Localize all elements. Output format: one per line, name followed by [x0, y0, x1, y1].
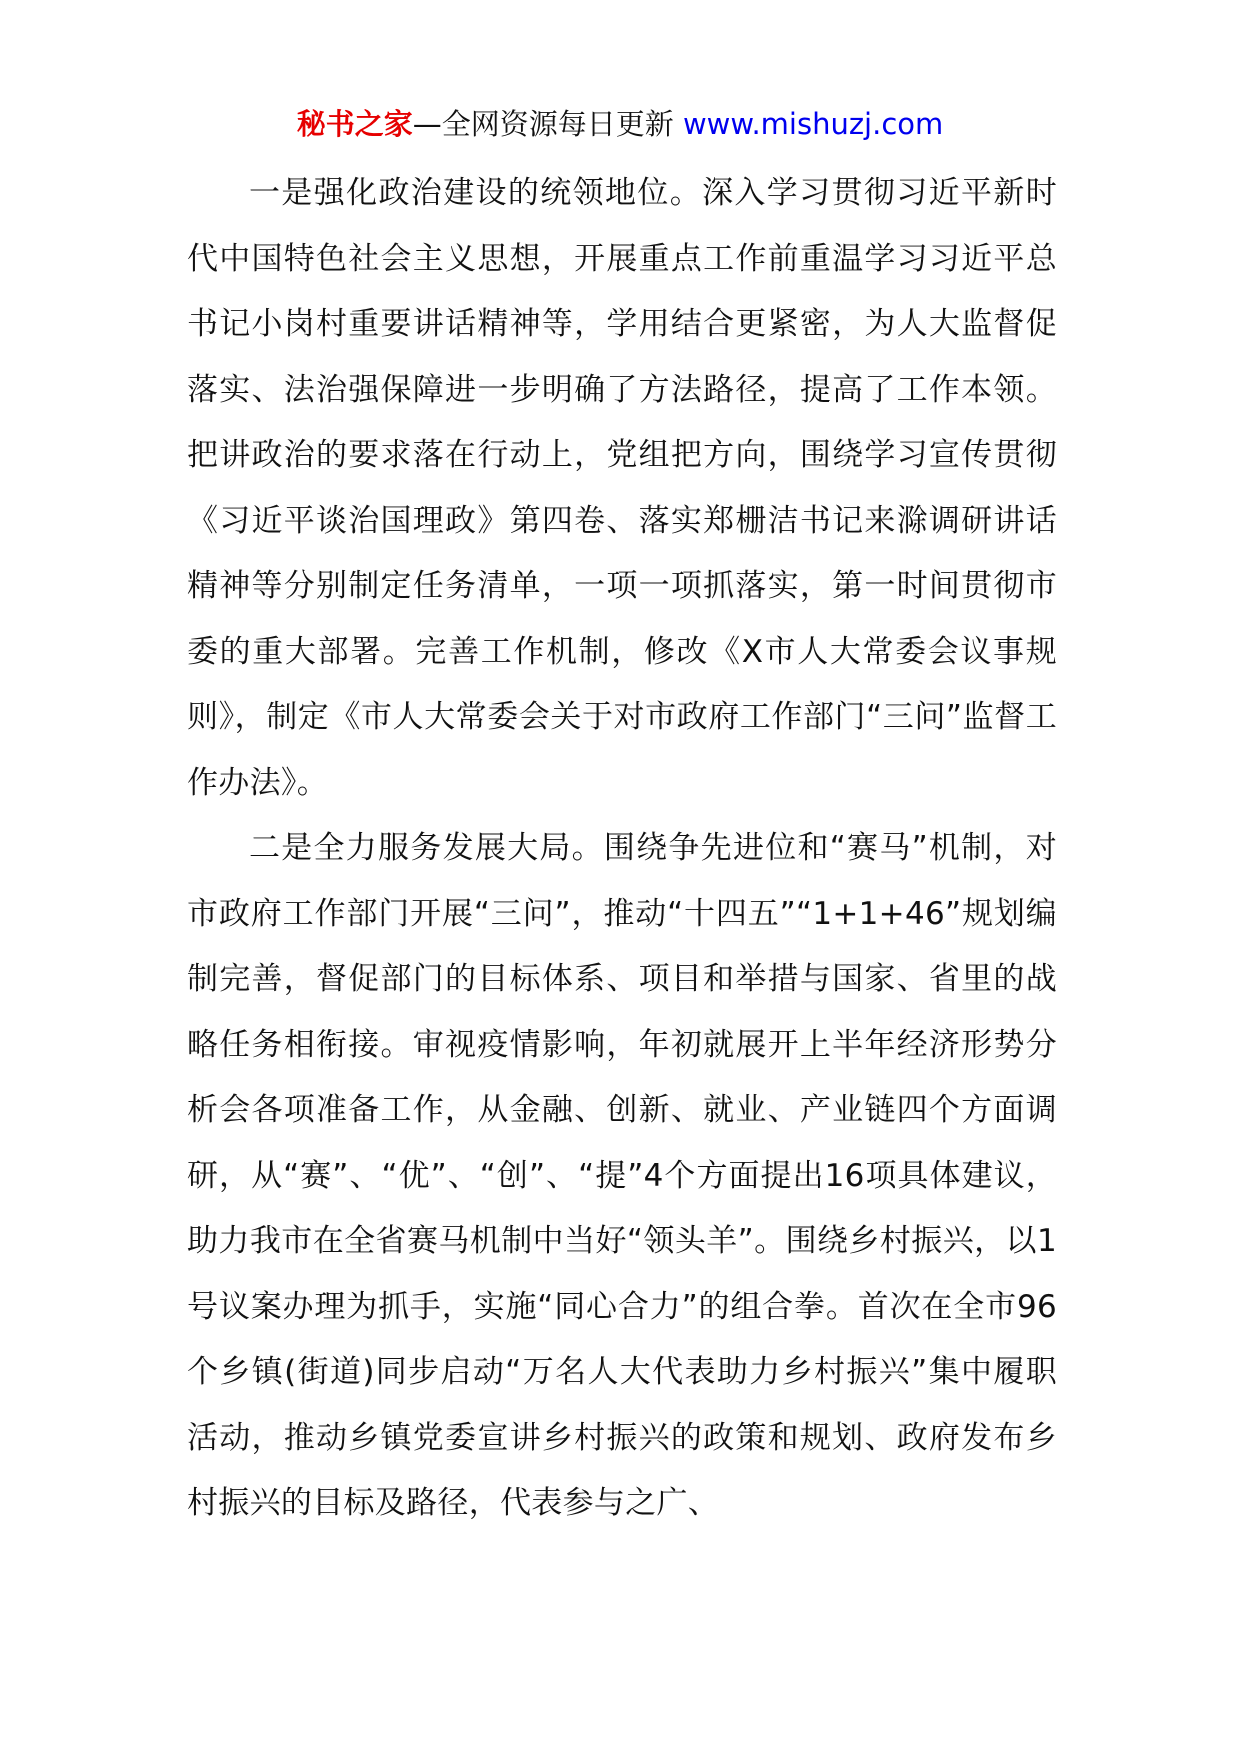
site-url-link[interactable]: www.mishuzj.com: [682, 107, 944, 141]
site-brand: 秘书之家: [296, 107, 413, 141]
site-tagline: —全网资源每日更新: [412, 107, 683, 141]
page-header: [0, 104, 1240, 144]
paragraph: 一是强化政治建设的统领地位。深入学习贯彻习近平新时代中国特色社会主义思想，开展重点工作前重温学习习近平总书记小岗村重要讲话精神等，学用结合更紧密，为人大监督促落实、法治强保障进一步明确了方法路径，提高了工作本领。把讲政治的要求落在行动上，党组把方向，围绕学习宣传贯彻《习近平谈治国理政》第四卷、落实郑栅洁书记来滁调研讲话精神等分别制定任务清单，一项一项抓落实，第一时间贯彻市委的重大部署。完善工作机制，修改《X市人大常委会议事规则》，制定《市人大常委会关于对市政府工作部门“三问”监督工作办法》。: [187, 175, 1057, 801]
document-body: [187, 161, 1057, 1537]
paragraph: 二是全力服务发展大局。围绕争先进位和“赛马”机制，对市政府工作部门开展“三问”，推动“十四五”“1+1+46”规划编制完善，督促部门的目标体系、项目和举措与国家、省里的战略任务相衔接。审视疫情影响，年初就展开上半年经济形势分析会各项准备工作，从金融、创新、就业、产业链四个方面调研，从“赛”、“优”、“创”、“提”4个方面提出16项具体建议，助力我市在全省赛马机制中当好“领头羊”。围绕乡村振兴，以1号议案办理为抓手，实施“同心合力”的组合拳。首次在全市96个乡镇(街道)同步启动“万名人大代表助力乡村振兴”集中履职活动，推动乡镇党委宣讲乡村振兴的政策和规划、政府发布乡村振兴的目标及路径，代表参与之广、: [187, 830, 1057, 1521]
